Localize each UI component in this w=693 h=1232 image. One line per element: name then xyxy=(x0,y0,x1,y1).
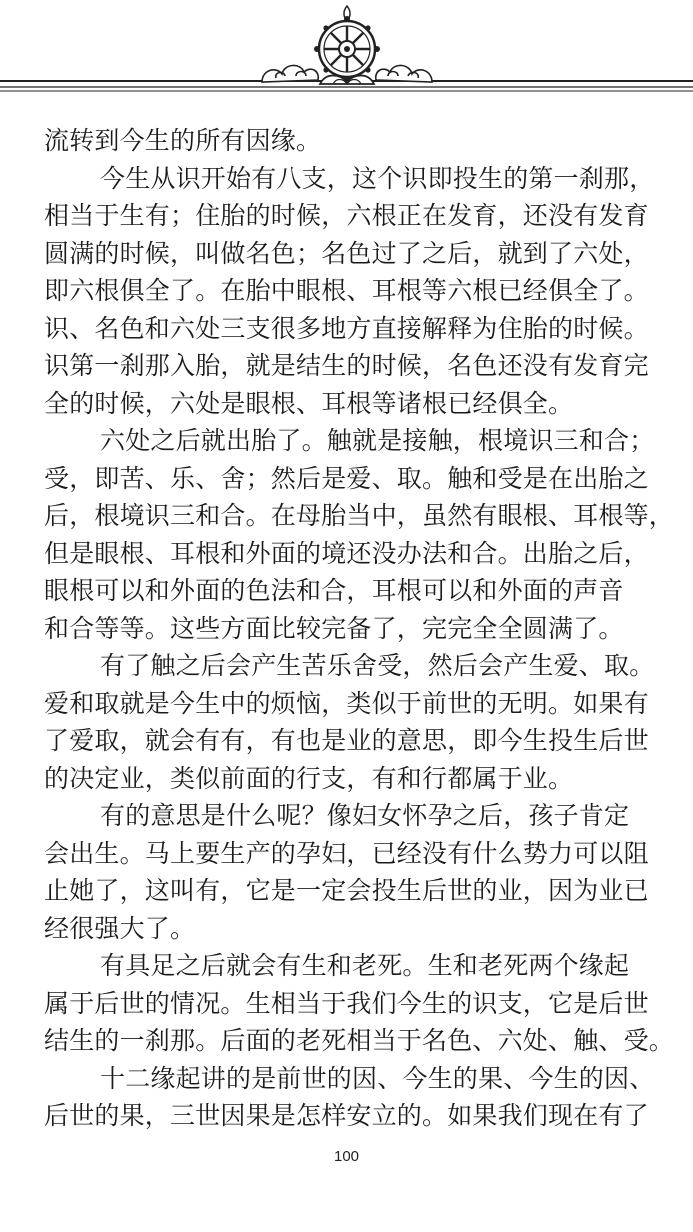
body-text xyxy=(44,122,675,1135)
text-line: 有了触之后会产生苦乐舍受，然后会产生爱、取。 xyxy=(100,651,655,680)
text-line: 识第一刹那入胎，就是结生的时候，名色还没有发育完 xyxy=(44,351,649,380)
text-line: 即六根俱全了。在胎中眼根、耳根等六根已经俱全了。 xyxy=(44,276,649,305)
cloud-scroll-icon xyxy=(262,65,318,82)
text-line: 十二缘起讲的是前世的因、今生的果、今生的因、 xyxy=(100,1063,655,1093)
header-svg xyxy=(0,0,693,110)
text-line: 圆满的时候，叫做名色；名色过了之后，就到了六处， xyxy=(44,238,649,268)
text-line: 但是眼根、耳根和外面的境还没办法和合。出胎之后， xyxy=(44,538,649,568)
text-line: 识、名色和六处三支很多地方直接解释为住胎的时候。 xyxy=(44,313,649,343)
text-line: 流转到今生的所有因缘。 xyxy=(44,126,322,155)
text-line: 全的时候，六处是眼根、耳根等诸根已经俱全。 xyxy=(44,388,574,418)
text-line: 属于后世的情况。生相当于我们今生的识支，它是后世 xyxy=(44,988,649,1018)
text-line: 的决定业，类似前面的行支，有和行都属于业。 xyxy=(44,763,574,793)
dharma-wheel-icon xyxy=(314,6,380,84)
text-line: 会出生。马上要生产的孕妇，已经没有什么势力可以阻 xyxy=(44,838,649,868)
text-line: 结生的一刹那。后面的老死相当于名色、六处、触、受。 xyxy=(44,1026,675,1055)
cloud-scroll-icon xyxy=(376,65,432,82)
text-line: 有的意思是什么呢？像妇女怀孕之后，孩子肯定 xyxy=(100,801,630,830)
text-line: 后世的果，三世因果是怎样安立的。如果我们现在有了 xyxy=(44,1101,649,1130)
text-line: 有具足之后就会有生和老死。生和老死两个缘起 xyxy=(100,951,630,980)
text-line: 爱和取就是今生中的烦恼，类似于前世的无明。如果有 xyxy=(44,688,649,718)
text-line: 后，根境识三和合。在母胎当中，虽然有眼根、耳根等， xyxy=(44,501,675,530)
text-line: 止她了，这叫有，它是一定会投生后世的业，因为业已 xyxy=(44,876,649,905)
text-line: 今生从识开始有八支，这个识即投生的第一刹那， xyxy=(100,163,655,193)
text-line: 相当于生有；住胎的时候，六根正在发育，还没有发育 xyxy=(44,201,649,230)
page-number: 100 xyxy=(333,1148,360,1165)
text-line: 眼根可以和外面的色法和合，耳根可以和外面的声音 xyxy=(44,576,624,605)
text-line: 和合等等。这些方面比较完备了，完完全全圆满了。 xyxy=(44,613,624,643)
text-line: 受，即苦、乐、舍；然后是爱、取。触和受是在出胎之 xyxy=(44,463,649,493)
text-line: 了爱取，就会有有，有也是业的意思，即今生投生后世 xyxy=(44,726,649,755)
page-header-ornament xyxy=(0,0,693,110)
text-line: 经很强大了。 xyxy=(44,913,196,943)
text-line: 六处之后就出胎了。触就是接触，根境识三和合； xyxy=(100,426,655,455)
